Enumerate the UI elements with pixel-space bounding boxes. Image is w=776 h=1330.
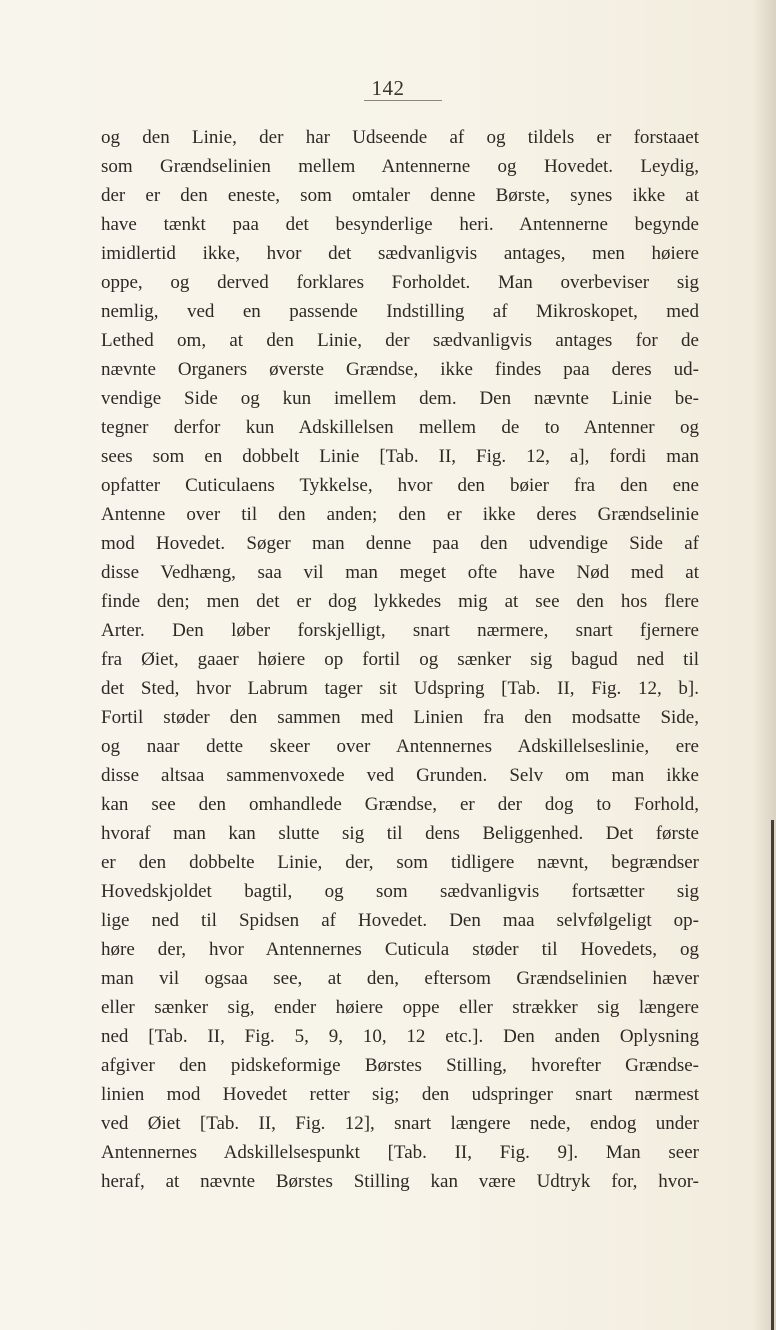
text-line: disse Vedhæng, saa vil man meget ofte have Nød med at: [101, 562, 699, 583]
text-line: Fortil støder den sammen med Linien fra den modsatte Side,: [101, 707, 699, 728]
text-line: vendige Side og kun imellem dem. Den nævnte Linie be-: [101, 388, 699, 409]
text-line: der er den eneste, som omtaler denne Børste, synes ikke at: [101, 185, 699, 206]
text-line: kan see den omhandlede Grændse, er der dog to Forhold,: [101, 794, 699, 815]
text-line: ned [Tab. II, Fig. 5, 9, 10, 12 etc.]. Den anden Oplysning: [101, 1026, 699, 1047]
text-line: heraf, at nævnte Børstes Stilling kan være Udtryk for, hvor-: [101, 1171, 699, 1192]
text-line: imidlertid ikke, hvor det sædvanligvis antages, men høiere: [101, 243, 699, 264]
text-line: lige ned til Spidsen af Hovedet. Den maa selvfølgeligt op-: [101, 910, 699, 931]
text-line: det Sted, hvor Labrum tager sit Udspring [Tab. II, Fig. 12, b].: [101, 678, 699, 699]
text-line: ved Øiet [Tab. II, Fig. 12], snart længere nede, endog under: [101, 1113, 699, 1134]
text-line: eller sænker sig, ender høiere oppe eller strækker sig længere: [101, 997, 699, 1018]
text-line: nævnte Organers øverste Grændse, ikke findes paa deres ud-: [101, 359, 699, 380]
text-line: have tænkt paa det besynderlige heri. Antennerne begynde: [101, 214, 699, 235]
text-line: disse altsaa sammenvoxede ved Grunden. Selv om man ikke: [101, 765, 699, 786]
text-line: og naar dette skeer over Antennernes Adskillelseslinie, ere: [101, 736, 699, 757]
text-line: man vil ogsaa see, at den, eftersom Grændselinien hæver: [101, 968, 699, 989]
text-line: afgiver den pidskeformige Børstes Stilling, hvorefter Grændse-: [101, 1055, 699, 1076]
page-number: 142: [371, 76, 405, 100]
text-line: opfatter Cuticulaens Tykkelse, hvor den bøier fra den ene: [101, 475, 699, 496]
text-line: nemlig, ved en passende Indstilling af Mikroskopet, med: [101, 301, 699, 322]
text-line: og den Linie, der har Udseende af og tildels er forstaaet: [101, 127, 699, 148]
text-line: som Grændselinien mellem Antennerne og Hovedet. Leydig,: [101, 156, 699, 177]
text-line: linien mod Hovedet retter sig; den udspringer snart nærmest: [101, 1084, 699, 1105]
page-edge-shadow: [771, 820, 774, 1330]
text-line: mod Hovedet. Søger man denne paa den udvendige Side af: [101, 533, 699, 554]
text-line: tegner derfor kun Adskillelsen mellem de to Antenner og: [101, 417, 699, 438]
body-text: [101, 123, 699, 1196]
text-line: hvoraf man kan slutte sig til dens Beliggenhed. Det første: [101, 823, 699, 844]
text-line: Arter. Den løber forskjelligt, snart nærmere, snart fjernere: [101, 620, 699, 641]
text-line: Lethed om, at den Linie, der sædvanligvis antages for de: [101, 330, 699, 351]
text-line: Antennernes Adskillelsespunkt [Tab. II, Fig. 9]. Man seer: [101, 1142, 699, 1163]
text-line: oppe, og derved forklares Forholdet. Man overbeviser sig: [101, 272, 699, 293]
text-line: høre der, hvor Antennernes Cuticula støder til Hovedets, og: [101, 939, 699, 960]
text-line: sees som en dobbelt Linie [Tab. II, Fig. 12, a], fordi man: [101, 446, 699, 467]
text-line: er den dobbelte Linie, der, som tidligere nævnt, begrændser: [101, 852, 699, 873]
text-line: fra Øiet, gaaer høiere op fortil og sænker sig bagud ned til: [101, 649, 699, 670]
text-line: Hovedskjoldet bagtil, og som sædvanligvis fortsætter sig: [101, 881, 699, 902]
page-number-underline: [364, 100, 442, 101]
text-line: finde den; men det er dog lykkedes mig at see den hos flere: [101, 591, 699, 612]
text-line: Antenne over til den anden; den er ikke deres Grændselinie: [101, 504, 699, 525]
